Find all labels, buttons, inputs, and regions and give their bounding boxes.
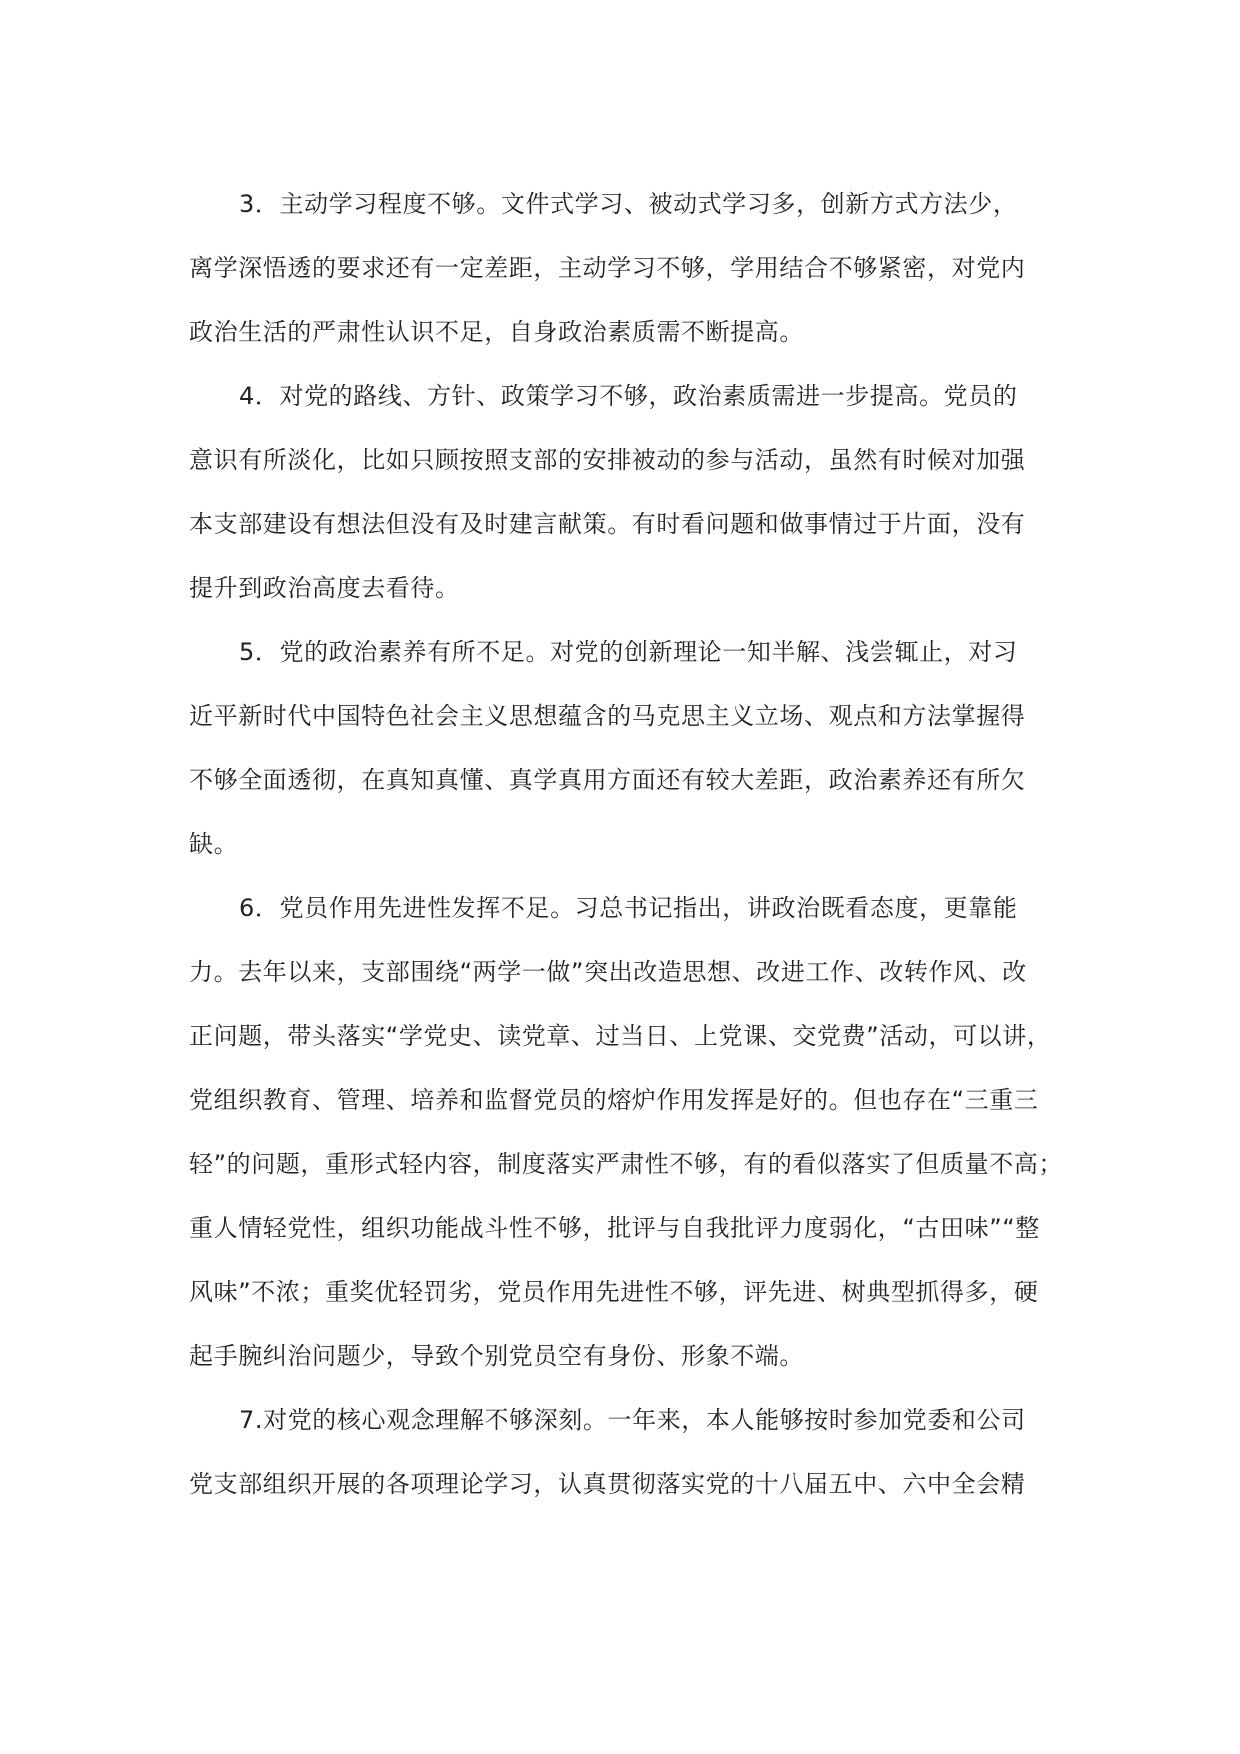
text-line: 3．主动学习程度不够。文件式学习、被动式学习多，创新方式方法少， [239, 190, 1018, 218]
paragraph-7 [189, 1388, 1089, 1516]
paragraph-6 [189, 876, 1089, 1388]
paragraph-4 [189, 364, 1089, 620]
text-line: 缺。 [189, 830, 239, 858]
text-line: 力。去年以来，支部围绕“两学一做”突出改造思想、改进工作、改转作风、改 [189, 958, 1027, 986]
text-line: 不够全面透彻，在真知真懂、真学真用方面还有较大差距，政治素养还有所欠 [189, 766, 1026, 794]
text-line: 重人情轻党性，组织功能战斗性不够，批评与自我批评力度弱化，“古田味”“整 [189, 1214, 1040, 1242]
text-line: 近平新时代中国特色社会主义思想蕴含的马克思主义立场、观点和方法掌握得 [189, 702, 1026, 730]
text-line: 5．党的政治素养有所不足。对党的创新理论一知半解、浅尝辄止，对习 [239, 638, 1018, 666]
text-line: 党支部组织开展的各项理论学习，认真贯彻落实党的十八届五中、六中全会精 [189, 1470, 1026, 1498]
text-line: 6．党员作用先进性发挥不足。习总书记指出，讲政治既看态度，更靠能 [239, 894, 1018, 922]
text-line: 党组织教育、管理、培养和监督党员的熔炉作用发挥是好的。但也存在“三重三 [189, 1086, 1039, 1114]
text-line: 风味”不浓；重奖优轻罚劣，党员作用先进性不够，评先进、树典型抓得多，硬 [189, 1278, 1039, 1306]
text-line: 正问题，带头落实“学党史、读党章、过当日、上党课、交党费”活动，可以讲， [189, 1022, 1052, 1050]
text-line: 政治生活的严肃性认识不足，自身政治素质需不断提高。 [189, 318, 804, 346]
text-line: 轻”的问题，重形式轻内容，制度落实严肃性不够，有的看似落实了但质量不高； [189, 1150, 1064, 1178]
text-line: 7.对党的核心观念理解不够深刻。一年来，本人能够按时参加党委和公司 [239, 1406, 1026, 1434]
paragraph-3 [189, 172, 1089, 364]
text-line: 离学深悟透的要求还有一定差距，主动学习不够，学用结合不够紧密，对党内 [189, 254, 1026, 282]
text-line: 意识有所淡化，比如只顾按照支部的安排被动的参与活动，虽然有时候对加强 [189, 446, 1026, 474]
paragraph-5 [189, 620, 1089, 876]
text-line: 4．对党的路线、方针、政策学习不够，政治素质需进一步提高。党员的 [239, 382, 1018, 410]
text-line: 起手腕纠治问题少，导致个别党员空有身份、形象不端。 [189, 1342, 804, 1370]
text-line: 本支部建设有想法但没有及时建言献策。有时看问题和做事情过于片面，没有 [189, 510, 1026, 538]
document-body [189, 172, 1089, 1516]
text-line: 提升到政治高度去看待。 [189, 574, 460, 602]
